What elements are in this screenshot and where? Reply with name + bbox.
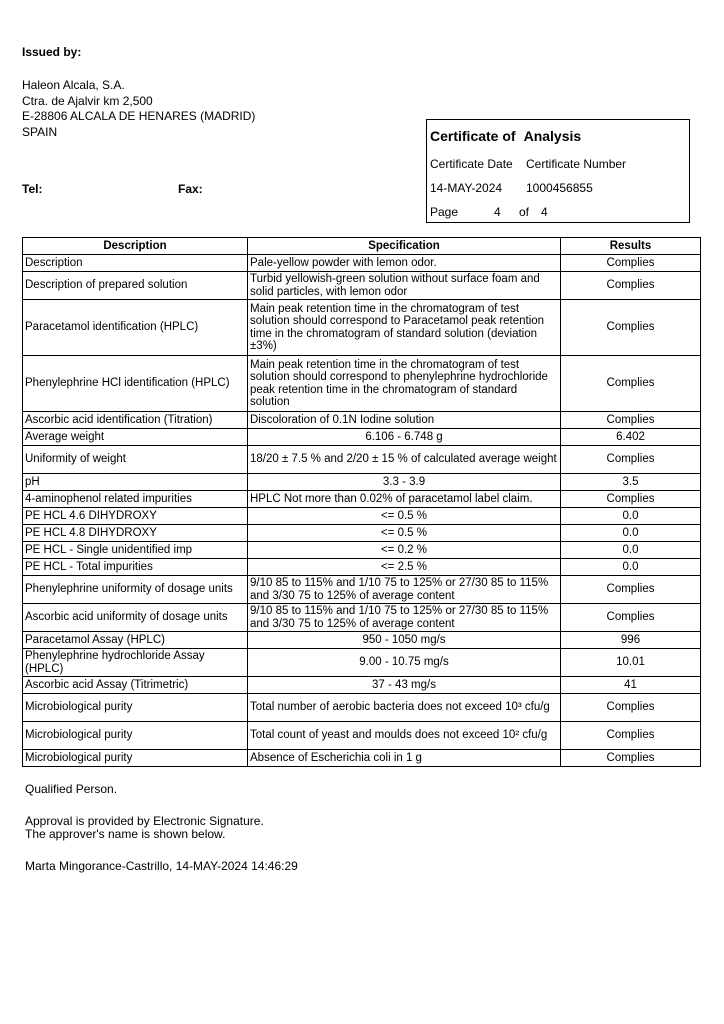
row-result: Complies bbox=[561, 446, 701, 474]
row-description: Microbiological purity bbox=[23, 750, 248, 767]
row-result: 0.0 bbox=[561, 542, 701, 559]
row-specification: 9.00 - 10.75 mg/s bbox=[248, 649, 561, 677]
row-description: Uniformity of weight bbox=[23, 446, 248, 474]
row-description: Ascorbic acid uniformity of dosage units bbox=[23, 604, 248, 632]
row-description: Phenylephrine hydrochloride Assay (HPLC) bbox=[23, 649, 248, 677]
row-result: 41 bbox=[561, 677, 701, 694]
row-description: 4-aminophenol related impurities bbox=[23, 491, 248, 508]
certificate-title-part2: Analysis bbox=[523, 128, 582, 144]
row-specification: 9/10 85 to 115% and 1/10 75 to 125% or 27/30 85 to 115% and 3/30 75 to 125% of average content bbox=[248, 576, 561, 604]
row-specification: Main peak retention time in the chromatogram of test solution should correspond to Paracetamol peak retention time in the chromatogram of standard solution (deviation ±3%) bbox=[248, 300, 561, 356]
row-specification: <= 0.5 % bbox=[248, 525, 561, 542]
row-result: 996 bbox=[561, 632, 701, 649]
table-row bbox=[23, 750, 701, 767]
row-result: 0.0 bbox=[561, 525, 701, 542]
row-description: PE HCL 4.6 DIHYDROXY bbox=[23, 508, 248, 525]
row-result: Complies bbox=[561, 576, 701, 604]
table-row bbox=[23, 649, 701, 677]
row-description: Phenylephrine HCl identification (HPLC) bbox=[23, 356, 248, 412]
table-row bbox=[23, 255, 701, 272]
row-result: Complies bbox=[561, 491, 701, 508]
row-specification: 9/10 85 to 115% and 1/10 75 to 125% or 27/30 85 to 115% and 3/30 75 to 125% of average content bbox=[248, 604, 561, 632]
approval-line: Approval is provided by Electronic Signature. bbox=[25, 813, 264, 828]
certificate-number-label: Certificate Number bbox=[526, 157, 627, 171]
tel-label: Tel: bbox=[22, 182, 43, 196]
qualified-person-label: Qualified Person. bbox=[25, 782, 118, 796]
table-row bbox=[23, 694, 701, 722]
table-row bbox=[23, 604, 701, 632]
results-table bbox=[22, 237, 701, 767]
row-specification: Discoloration of 0.1N Iodine solution bbox=[248, 412, 561, 429]
row-specification: Turbid yellowish-green solution without surface foam and solid particles, with lemon odor bbox=[248, 272, 561, 300]
row-description: Ascorbic acid identification (Titration) bbox=[23, 412, 248, 429]
row-description: Description of prepared solution bbox=[23, 272, 248, 300]
table-row bbox=[23, 300, 701, 356]
row-specification: 3.3 - 3.9 bbox=[248, 474, 561, 491]
row-result: 6.402 bbox=[561, 429, 701, 446]
row-result: Complies bbox=[561, 694, 701, 722]
row-description: Microbiological purity bbox=[23, 694, 248, 722]
table-row bbox=[23, 474, 701, 491]
row-specification: 37 - 43 mg/s bbox=[248, 677, 561, 694]
table-row bbox=[23, 491, 701, 508]
row-description: Ascorbic acid Assay (Titrimetric) bbox=[23, 677, 248, 694]
signature-line: Marta Mingorance-Castrillo, 14-MAY-2024 14:46:29 bbox=[25, 858, 298, 873]
footer bbox=[25, 783, 298, 873]
row-result: Complies bbox=[561, 255, 701, 272]
row-specification: Absence of Escherichia coli in 1 g bbox=[248, 750, 561, 767]
issuer-address bbox=[22, 78, 255, 140]
table-row bbox=[23, 508, 701, 525]
table-header-row bbox=[23, 238, 701, 255]
table-row bbox=[23, 412, 701, 429]
table-row bbox=[23, 272, 701, 300]
row-specification: 18/20 ± 7.5 % and 2/20 ± 15 % of calculated average weight bbox=[248, 446, 561, 474]
certificate-info-box bbox=[426, 119, 690, 223]
certificate-title bbox=[430, 128, 581, 144]
row-specification: <= 0.2 % bbox=[248, 542, 561, 559]
row-description: pH bbox=[23, 474, 248, 491]
row-result: Complies bbox=[561, 722, 701, 750]
row-specification: <= 2.5 % bbox=[248, 559, 561, 576]
row-description: PE HCL - Total impurities bbox=[23, 559, 248, 576]
table-row bbox=[23, 446, 701, 474]
row-result: 10.01 bbox=[561, 649, 701, 677]
row-result: Complies bbox=[561, 750, 701, 767]
table-row bbox=[23, 677, 701, 694]
page-of: of bbox=[519, 205, 530, 219]
table-row bbox=[23, 559, 701, 576]
row-specification: Pale-yellow powder with lemon odor. bbox=[248, 255, 561, 272]
table-row bbox=[23, 542, 701, 559]
row-description: PE HCL 4.8 DIHYDROXY bbox=[23, 525, 248, 542]
row-description: PE HCL - Single unidentified imp bbox=[23, 542, 248, 559]
row-description: Paracetamol identification (HPLC) bbox=[23, 300, 248, 356]
row-description: Description bbox=[23, 255, 248, 272]
row-result: Complies bbox=[561, 356, 701, 412]
row-specification: HPLC Not more than 0.02% of paracetamol label claim. bbox=[248, 491, 561, 508]
issuer-line: SPAIN bbox=[22, 124, 58, 139]
table-row bbox=[23, 429, 701, 446]
certificate-date-label: Certificate Date bbox=[430, 157, 513, 171]
certificate-date-value: 14-MAY-2024 bbox=[430, 181, 503, 195]
issuer-line: E-28806 ALCALA DE HENARES (MADRID) bbox=[22, 109, 256, 123]
page-label: Page bbox=[430, 205, 459, 219]
page-current: 4 bbox=[494, 205, 501, 219]
row-specification: Main peak retention time in the chromatogram of test solution should correspond to phenylephrine hydrochloride peak retention time in the chromatogram of standard solution bbox=[248, 356, 561, 412]
row-result: 0.0 bbox=[561, 508, 701, 525]
issued-by-label: Issued by: bbox=[22, 45, 82, 59]
row-result: Complies bbox=[561, 604, 701, 632]
table-row bbox=[23, 632, 701, 649]
row-specification: <= 0.5 % bbox=[248, 508, 561, 525]
row-specification: Total count of yeast and moulds does not exceed 10² cfu/g bbox=[248, 722, 561, 750]
table-row bbox=[23, 525, 701, 542]
approval-line: The approver's name is shown below. bbox=[25, 827, 226, 841]
row-description: Paracetamol Assay (HPLC) bbox=[23, 632, 248, 649]
row-result: 3.5 bbox=[561, 474, 701, 491]
row-description: Average weight bbox=[23, 429, 248, 446]
page-total: 4 bbox=[541, 205, 548, 219]
row-result: 0.0 bbox=[561, 559, 701, 576]
row-specification: 6.106 - 6.748 g bbox=[248, 429, 561, 446]
table-row bbox=[23, 356, 701, 412]
row-specification: 950 - 1050 mg/s bbox=[248, 632, 561, 649]
certificate-title-part1: Certificate of bbox=[430, 128, 516, 144]
table-row bbox=[23, 576, 701, 604]
row-description: Phenylephrine uniformity of dosage units bbox=[23, 576, 248, 604]
row-result: Complies bbox=[561, 272, 701, 300]
column-header-description: Description bbox=[23, 238, 248, 255]
row-result: Complies bbox=[561, 300, 701, 356]
row-description: Microbiological purity bbox=[23, 722, 248, 750]
table-row bbox=[23, 722, 701, 750]
row-specification: Total number of aerobic bacteria does not exceed 10³ cfu/g bbox=[248, 694, 561, 722]
fax-label: Fax: bbox=[178, 182, 203, 196]
issuer-line: Ctra. de Ajalvir km 2,500 bbox=[22, 93, 153, 108]
column-header-specification: Specification bbox=[248, 238, 561, 255]
column-header-results: Results bbox=[561, 238, 701, 255]
certificate-number-value: 1000456855 bbox=[526, 181, 593, 195]
issuer-line: Haleon Alcala, S.A. bbox=[22, 78, 125, 92]
row-result: Complies bbox=[561, 412, 701, 429]
